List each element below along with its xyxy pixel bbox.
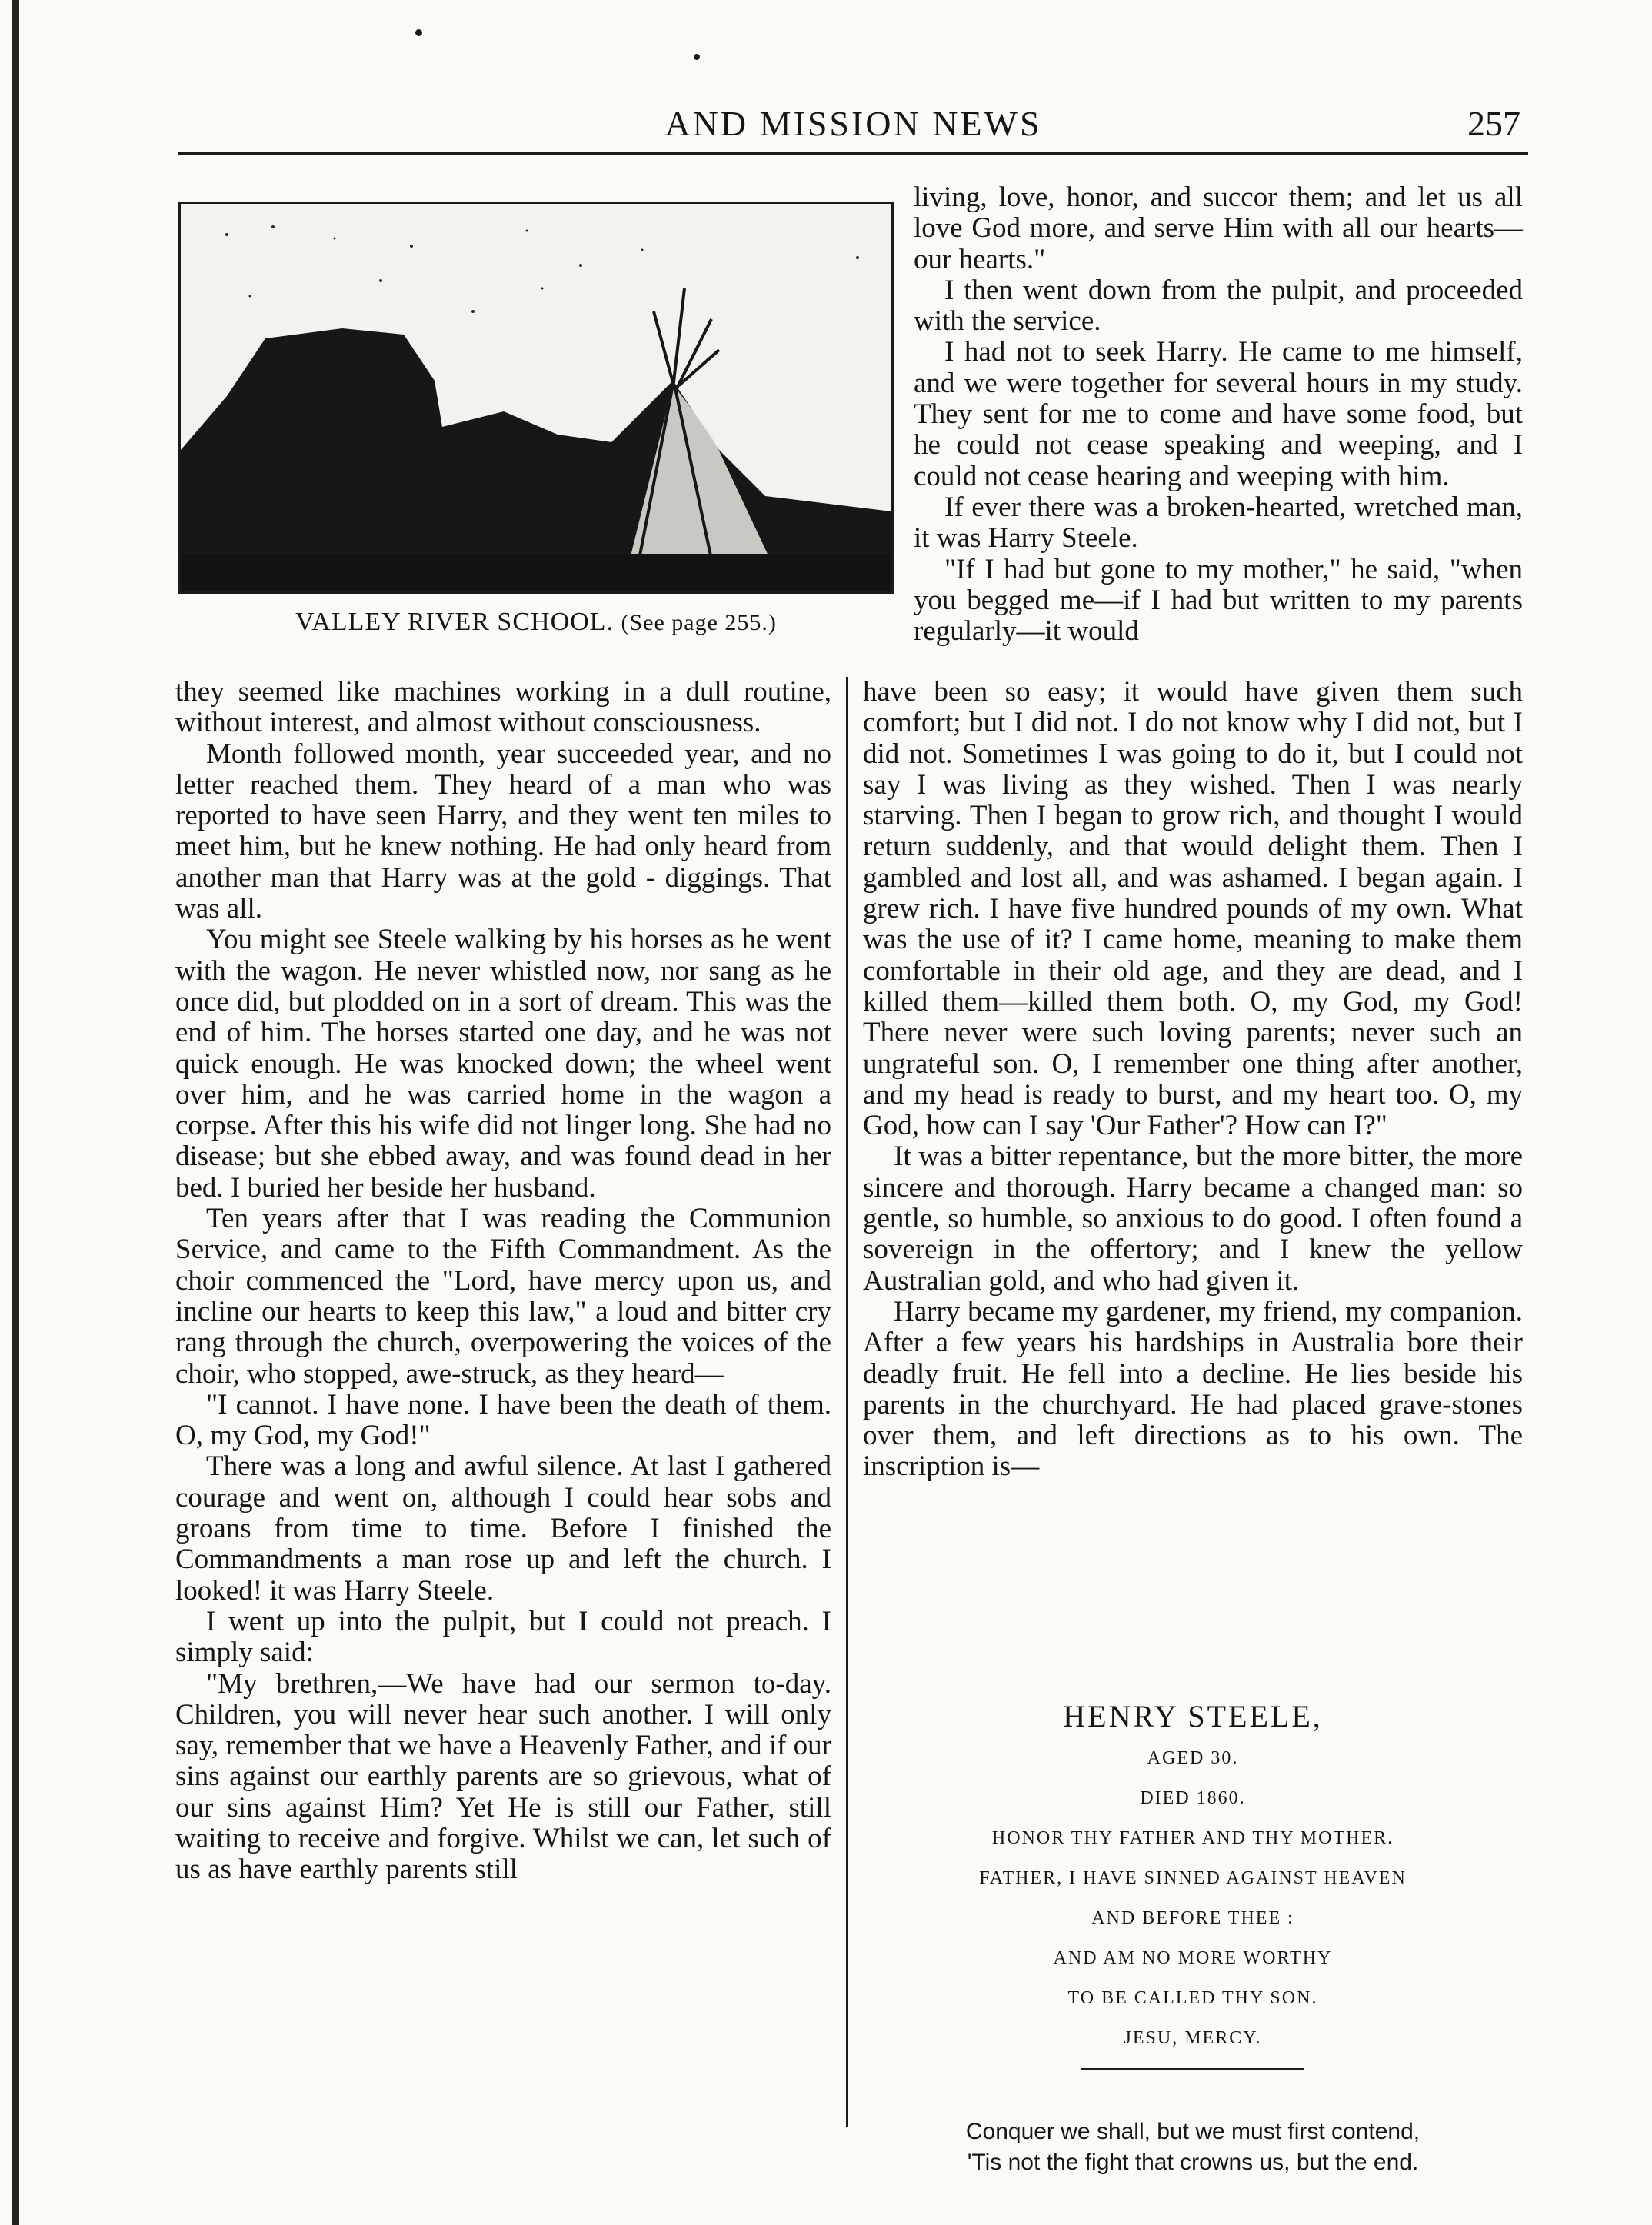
epitaph-line: DIED 1860. — [1140, 1788, 1246, 1808]
epitaph-line: TO BE CALLED THY SON. — [1067, 1988, 1318, 2008]
epitaph-name: HENRY STEELE, — [1063, 1699, 1323, 1734]
print-speck — [694, 54, 700, 60]
paragraph: There was a long and awful silence. At last I gathered courage and went on, although I could hear sobs and groans from time to time. Before I finished the Commandments a man rose up and left the church. I looked! it was Harry Steele. — [175, 1451, 831, 1607]
paragraph: have been so easy; it would have given them such comfort; but I did not. I do not know why I did not, but I did not. Sometimes I was going to do it, but I could not say I was living as they wished. Then I was nearly starving. Then I began to grow rich, and thought I would return suddenly, and that would delight them. Then I gambled and lost all, and was ashamed. I began again. I grew rich. I have five hundred pounds of my own. What was the use of it? I came home, meaning to make them comfortable in their old age, and they are dead, and I killed them—killed them both. O, my God, my God! There never were such loving parents; never such an ungrateful son. O, I remember one thing after another, and my head is ready to burst, and my heart too. O, my God, how can I say 'Our Father'? How can I?" — [863, 676, 1523, 1142]
closing-verse-line-2: 'Tis not the fight that crowns us, but the end. — [967, 2150, 1419, 2175]
paragraph: It was a bitter repentance, but the more bitter, the more sincere and thorough. Harry became a changed man: so gentle, so humble, so anxious to do good. I often found a sovereign in the offertory; and I knew the yellow Australian gold, and who had given it. — [863, 1141, 1523, 1297]
epitaph-inscription — [863, 1698, 1523, 2178]
page-number: 257 — [1467, 104, 1520, 143]
binding-edge-rule — [12, 0, 19, 2225]
paragraph: "If I had but gone to my mother," he said, "when you begged me—if I had but written to my parents regularly—it would — [914, 553, 1523, 648]
epitaph-line: AND BEFORE THEE : — [1091, 1908, 1294, 1928]
page-header — [178, 98, 1528, 152]
header-rule — [178, 152, 1528, 155]
paragraph: I then went down from the pulpit, and proceeded with the service. — [914, 274, 1523, 338]
epitaph-line: AND AM NO MORE WORTHY — [1053, 1948, 1333, 1968]
paragraph: "I cannot. I have none. I have been the death of them. O, my God, my God!" — [175, 1388, 831, 1452]
epitaph-line: JESU, MERCY. — [1124, 2028, 1262, 2048]
running-head: AND MISSION NEWS — [664, 104, 1042, 143]
school-photo-illustration — [181, 204, 891, 591]
epitaph-rule — [1081, 2068, 1304, 2070]
epitaph-line: HONOR THY FATHER AND THY MOTHER. — [991, 1828, 1394, 1848]
valley-river-school-photo — [178, 202, 894, 594]
paragraph: Ten years after that I was reading the Communion Service, and came to the Fifth Commandment. As the choir commenced the "Lord, have mercy upon us, and incline our hearts to keep this law," a loud and bitter cry rang through the church, overpowering the voices of the choir, who stopped, awe-struck, as they heard— — [175, 1203, 831, 1390]
epitaph-line: FATHER, I HAVE SINNED AGAINST HEAVEN — [979, 1868, 1407, 1888]
right-column-bottom — [863, 677, 1523, 1483]
paragraph: living, love, honor, and succor them; and let us all love God more, and serve Him with all our hearts—our hearts." — [914, 182, 1523, 275]
closing-verse-line-1: Conquer we shall, but we must first contend, — [965, 2119, 1421, 2144]
caption-title: VALLEY RIVER SCHOOL. — [295, 608, 614, 636]
paragraph: I had not to seek Harry. He came to me himself, and we were together for several hours in my study. They sent for me to come and have some food, but he could not cease speaking and weeping, and I could not cease hearing and weeping with him. — [914, 336, 1523, 492]
paragraph: Month followed month, year succeeded year, and no letter reached them. They heard of a man who was reported to have seen Harry, and they went ten miles to meet him, but he knew nothing. He had only heard from another man that Harry was at the gold - diggings. That was all. — [175, 738, 831, 925]
paragraph: "My brethren,—We have had our sermon to-day. Children, you will never hear such another. I will only say, remember that we have a Heavenly Father, and if our sins against our earthly parents are so grievous, what of our sins against Him? Yet He is still our Father, still waiting to receive and forgive. Whilst we can, let such of us as have earthly parents still — [175, 1667, 831, 1886]
print-speck — [415, 29, 422, 36]
paragraph: they seemed like machines working in a dull routine, without interest, and almost without consciousness. — [175, 676, 831, 739]
paragraph: I went up into the pulpit, but I could not preach. I simply said: — [175, 1605, 831, 1669]
column-divider — [846, 677, 848, 2127]
left-column — [175, 677, 831, 1886]
epitaph-line: AGED 30. — [1147, 1748, 1239, 1768]
figure-caption — [178, 608, 894, 637]
paragraph: If ever there was a broken-hearted, wretched man, it was Harry Steele. — [914, 491, 1523, 555]
paragraph: Harry became my gardener, my friend, my companion. After a few years his hardships in Australia bore their deadly fruit. He fell into a decline. He lies beside his parents in the churchyard. He had placed grave-stones over them, and left directions as to his own. The inscription is— — [863, 1295, 1523, 1483]
right-column-top — [914, 182, 1523, 647]
paragraph: You might see Steele walking by his horses as he went with the wagon. He never whistled now, nor sang as he once did, but plodded on in a sort of dream. This was the end of him. The horses started one day, and he was not quick enough. He was knocked down; the wheel went over him, and he was carried home in the wagon a corpse. After this his wife did not linger long. She had no disease; but she ebbed away, and was found dead in her bed. I buried her beside her husband. — [175, 924, 831, 1204]
caption-page-reference: (See page 255.) — [621, 610, 777, 635]
